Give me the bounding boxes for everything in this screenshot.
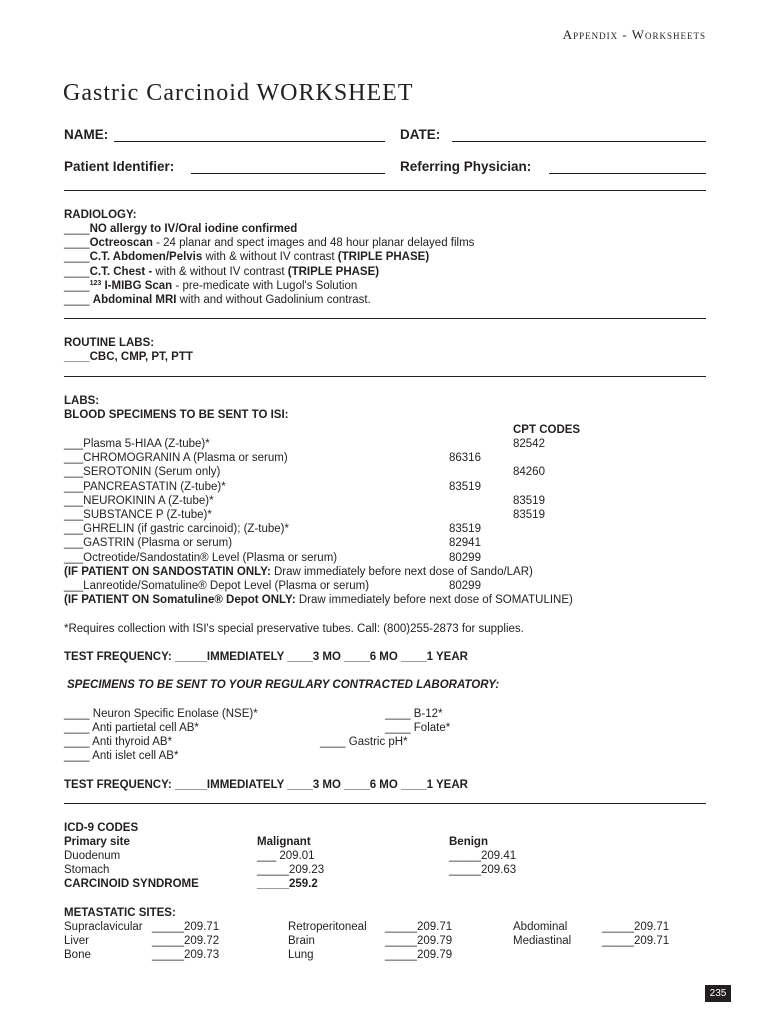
radiology-item-sup: 123 [89,279,102,287]
icd-malignant[interactable]: ___ 209.01 [257,850,315,862]
test-frequency[interactable]: TEST FREQUENCY: _____IMMEDIATELY ____3 MO ____6 MO ____1 YEAR [64,651,468,663]
date-input-line[interactable] [452,141,706,142]
page-title: Gastric Carcinoid WORKSHEET [63,80,414,106]
cpt-codes-header: CPT CODES [513,424,581,436]
radiology-item[interactable] [64,250,474,264]
radiology-item-bold: C.T. Chest - [89,265,153,278]
radiology-item-rest: - 24 planar and spect images and 48 hour planar delayed films [152,237,475,250]
metastatic-site: Bone [64,949,91,962]
running-header: Appendix - Worksheets [562,27,706,42]
cpt-code: 83519 [449,523,481,536]
metastatic-code[interactable]: _____209.72 [152,935,220,948]
radiology-item-bold: NO allergy to IV/Oral iodine confirmed [89,223,298,235]
regular-lab-item[interactable]: ____ Neuron Specific Enolase (NSE)* [64,708,258,720]
radiology-item-rest: with & without IV contrast [152,265,288,278]
lab-test-item[interactable]: ___Plasma 5-HIAA (Z-tube)* [64,438,210,450]
sandostatin-note [64,565,533,579]
regular-lab-item[interactable]: ____ B-12* [385,708,443,720]
icd-site: Duodenum [64,850,121,862]
radiology-item[interactable] [64,222,474,236]
sandostatin-note-text: Draw immediately before next dose of Sando/LAR) [270,566,533,578]
metastatic-code[interactable]: _____209.79 [385,935,453,948]
regular-lab-item[interactable]: ____ Anti partietal cell AB* [64,722,199,734]
icd-malignant[interactable]: _____209.23 [257,864,325,877]
cpt-code: 83519 [513,494,545,507]
name-label: NAME: [64,127,109,142]
somatuline-note-bold: (IF PATIENT ON Somatuline® Depot ONLY: [64,594,296,606]
radiology-item-bold: Octreoscan [89,237,153,250]
radiology-item-rest: - pre-medicate with Lugol's Solution [172,279,358,292]
labs-subheading: BLOOD SPECIMENS TO BE SENT TO ISI: [64,409,289,421]
radiology-item-bold2: (TRIPLE PHASE) [337,251,430,264]
icd-site: CARCINOID SYNDROME [64,878,199,891]
lab-test-item[interactable]: ___CHROMOGRANIN A (Plasma or serum) [64,452,288,465]
regular-lab-item[interactable]: ____ Anti islet cell AB* [64,750,179,762]
radiology-item-rest: with and without Gadolinium contrast. [176,293,371,306]
cpt-code: 84260 [513,466,545,479]
lab-test-item[interactable]: ___Octreotide/Sandostatin® Level (Plasma or serum) [64,551,338,564]
referring-physician-label: Referring Physician: [400,159,532,174]
lab-test-item[interactable]: ___GASTRIN (Plasma or serum) [64,537,233,550]
metastatic-code[interactable]: _____209.73 [152,949,220,962]
metastatic-site: Supraclavicular [64,921,143,933]
test-frequency[interactable]: TEST FREQUENCY: _____IMMEDIATELY ____3 MO ____6 MO ____1 YEAR [64,779,468,791]
cpt-code: 86316 [449,452,481,465]
radiology-item-bold: C.T. Abdomen/Pelvis [89,251,203,264]
radiology-item-blank: ____ [64,251,90,264]
lab-test-item[interactable]: ___GHRELIN (if gastric carcinoid); (Z-tube)* [64,523,289,536]
somatuline-note-text: Draw immediately before next dose of SOMATULINE) [295,594,573,606]
icd-col-benign: Benign [449,836,488,848]
labs-heading: LABS: [64,395,100,407]
metastatic-site: Brain [288,935,315,948]
divider [64,376,706,377]
divider [64,318,706,319]
lab-test-item[interactable]: ___NEUROKININ A (Z-tube)* [64,494,214,507]
cpt-code: 80299 [449,551,481,564]
divider [64,803,706,804]
radiology-item[interactable] [64,279,474,293]
radiology-item-bold: I-MIBG Scan [101,279,173,292]
lanreotide-code: 80299 [449,580,481,592]
metastatic-site: Abdominal [513,921,568,933]
icd-heading: ICD-9 CODES [64,822,139,834]
metastatic-site: Liver [64,935,89,948]
radiology-item-blank: ____ [64,293,93,306]
cpt-code: 83519 [449,480,481,493]
routine-labs-heading: ROUTINE LABS: [64,337,155,349]
metastatic-code[interactable]: _____209.71 [152,921,220,933]
radiology-item-bold: Abdominal MRI [92,293,177,306]
radiology-item[interactable] [64,293,474,307]
page-number: 235 [705,985,731,1002]
icd-col-malignant: Malignant [257,836,311,848]
metastatic-site: Lung [288,949,314,962]
metastatic-code[interactable]: _____209.79 [385,949,453,962]
referring-physician-input-line[interactable] [549,173,706,174]
metastatic-code[interactable]: _____209.71 [602,935,670,948]
cpt-code: 82542 [513,438,545,450]
regular-lab-item[interactable]: ____ Anti thyroid AB* [64,736,173,748]
metastatic-heading: METASTATIC SITES: [64,907,176,919]
metastatic-code[interactable]: _____209.71 [385,921,453,933]
metastatic-site: Retroperitoneal [288,921,367,933]
radiology-item-blank: ____ [64,237,90,250]
regular-lab-item[interactable]: ____ Folate* [385,722,451,734]
icd-benign[interactable]: _____209.63 [449,864,517,877]
radiology-item-blank: ____ [64,279,90,292]
radiology-item-blank: ____ [64,223,90,235]
radiology-item-rest: with & without IV contrast [202,251,338,264]
radiology-item-blank: ____ [64,265,90,278]
divider [64,190,706,191]
cpt-code: 82941 [449,537,481,550]
sandostatin-note-bold: (IF PATIENT ON SANDOSTATIN ONLY: [64,566,271,578]
icd-benign[interactable]: _____209.41 [449,850,517,862]
lab-test-item[interactable]: ___SUBSTANCE P (Z-tube)* [64,509,212,521]
somatuline-note [64,593,573,607]
icd-col-site: Primary site [64,836,130,848]
metastatic-site: Mediastinal [513,935,572,948]
regular-lab-heading: SPECIMENS TO BE SENT TO YOUR REGULARY CONTRACTED LABORATORY: [67,679,500,691]
radiology-heading: RADIOLOGY: [64,209,137,221]
icd-malignant[interactable]: _____259.2 [257,878,318,891]
icd-site: Stomach [64,864,110,877]
radiology-item-bold2: (TRIPLE PHASE) [287,265,380,278]
regular-lab-item[interactable]: ____ Gastric pH* [320,736,408,748]
date-label: DATE: [400,127,441,142]
cpt-code: 83519 [513,509,545,521]
patient-id-label: Patient Identifier: [64,159,175,174]
metastatic-code[interactable]: _____209.71 [602,921,670,933]
lab-test-item[interactable]: ___PANCREASTATIN (Z-tube)* [64,480,226,493]
requires-note: *Requires collection with ISI's special preservative tubes. Call: (800)255-2873 for supplies. [64,623,524,635]
patient-id-input-line[interactable] [191,173,385,174]
radiology-item[interactable] [64,265,474,279]
routine-labs-item[interactable]: ____CBC, CMP, PT, PTT [64,351,193,363]
lab-test-item[interactable]: ___SEROTONIN (Serum only) [64,466,221,479]
radiology-item[interactable] [64,236,474,250]
name-input-line[interactable] [114,141,385,142]
lanreotide-test[interactable]: ___Lanreotide/Somatuline® Depot Level (Plasma or serum) [64,580,370,592]
